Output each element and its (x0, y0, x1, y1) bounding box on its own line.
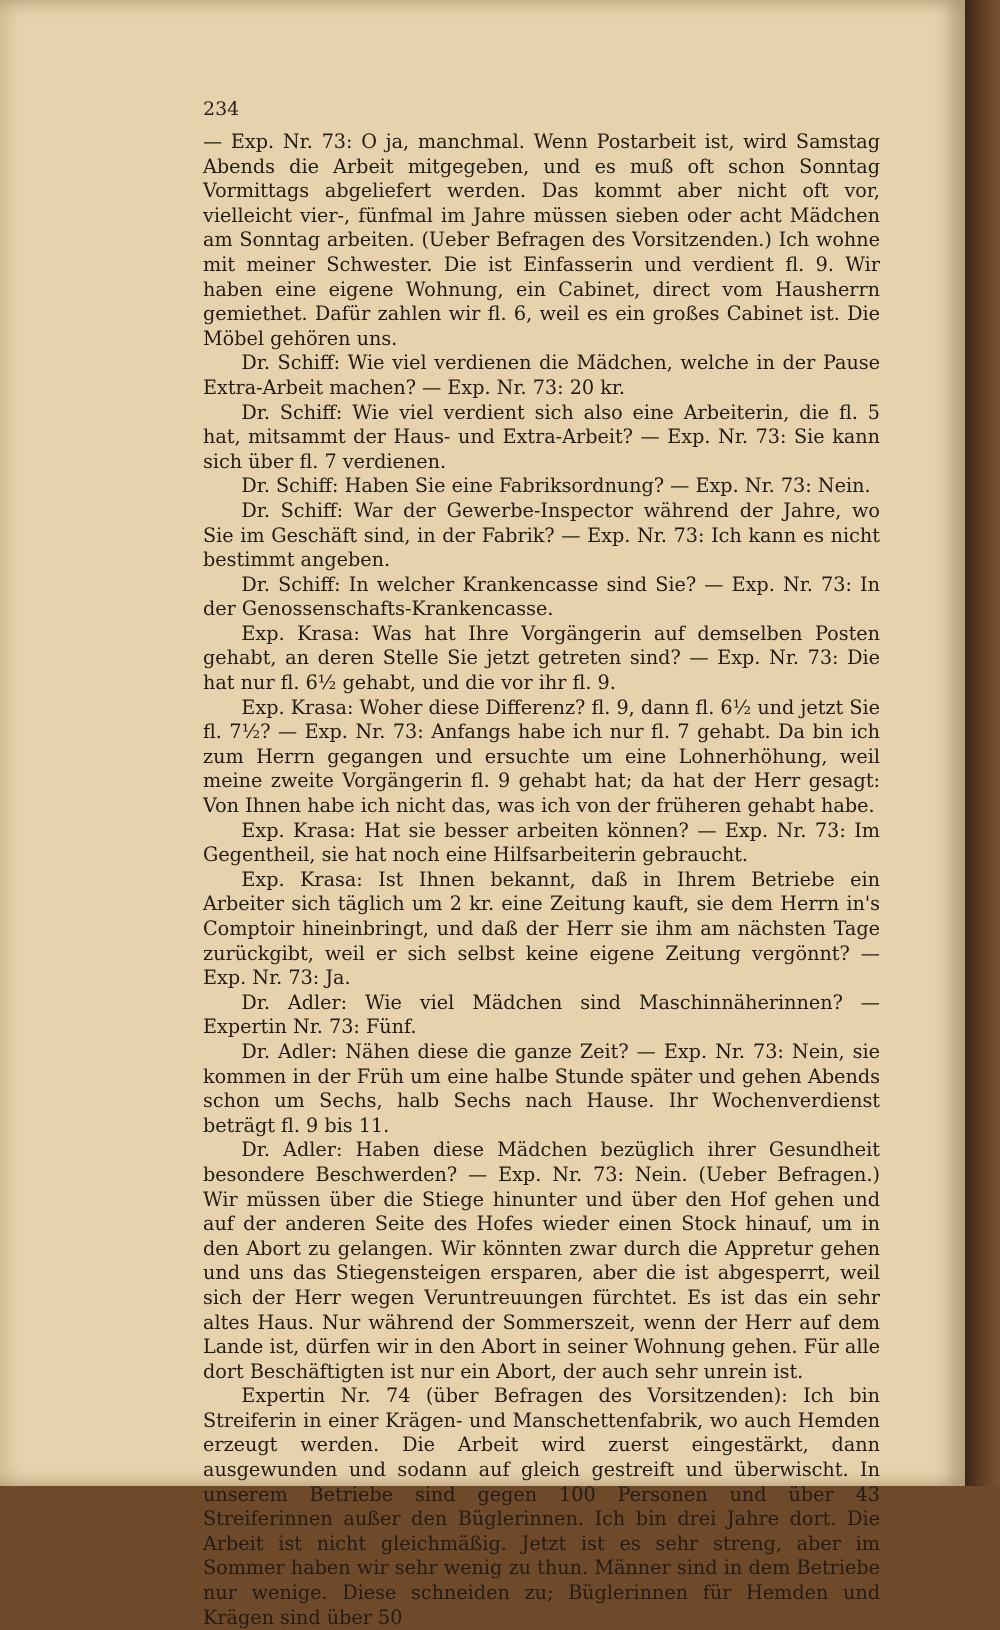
book-spine (965, 0, 1000, 1486)
paragraph: Dr. Schiff: In welcher Krankencasse sind Sie? — Exp. Nr. 73: In der Genossenschafts-Krankencasse. (203, 572, 880, 621)
page-number: 234 (203, 98, 240, 120)
paragraph: Dr. Schiff: War der Gewerbe-Inspector während der Jahre, wo Sie im Geschäft sind, in der Fabrik? — Exp. Nr. 73: Ich kann es nicht bestimmt angeben. (203, 498, 880, 572)
paragraph: — Exp. Nr. 73: O ja, manchmal. Wenn Postarbeit ist, wird Samstag Abends die Arbeit mitgegeben, und es muß oft schon Sonntag Vormittags abgeliefert werden. Das kommt aber nicht oft vor, vielleicht vier-, fünfmal im Jahre müssen sieben oder acht Mädchen am Sonntag arbeiten. (Ueber Befragen des Vorsitzenden.) Ich wohne mit meiner Schwester. Die ist Einfasserin und verdient fl. 9. Wir haben eine eigene Wohnung, ein Cabinet, direct vom Hausherrn gemiethet. Dafür zahlen wir fl. 6, weil es ein großes Cabinet ist. Die Möbel gehören uns. (203, 130, 880, 350)
paragraph: Exp. Krasa: Was hat Ihre Vorgängerin auf demselben Posten gehabt, an deren Stelle Sie jetzt getreten sind? — Exp. Nr. 73: Die hat nur fl. 6½ gehabt, und die vor ihr fl. 9. (203, 621, 880, 695)
paragraph: Exp. Krasa: Ist Ihnen bekannt, daß in Ihrem Betriebe ein Arbeiter sich täglich um 2 kr. eine Zeitung kauft, sie dem Herrn in's Comptoir hineinbringt, und daß der Herr sie ihm am nächsten Tage zurückgibt, weil er sich selbst keine eigene Zeitung vergönnt? — Exp. Nr. 73: Ja. (203, 867, 880, 990)
paragraph: Dr. Schiff: Haben Sie eine Fabriksordnung? — Exp. Nr. 73: Nein. (241, 474, 871, 498)
paragraph: Dr. Adler: Nähen diese die ganze Zeit? — Exp. Nr. 73: Nein, sie kommen in der Früh um eine halbe Stunde später und gehen Abends schon um Sechs, halb Sechs nach Hause. Ihr Wochenverdienst beträgt fl. 9 bis 11. (203, 1039, 880, 1137)
paragraph: Dr. Schiff: Wie viel verdienen die Mädchen, welche in der Pause Extra-Arbeit machen? — Exp. Nr. 73: 20 kr. (203, 351, 880, 399)
paragraph: Dr. Schiff: Wie viel verdient sich also eine Arbeiterin, die fl. 5 hat, mitsammt der Haus- und Extra-Arbeit? — Exp. Nr. 73: Sie kann sich über fl. 7 verdienen. (203, 400, 880, 473)
paragraph: Expertin Nr. 74 (über Befragen des Vorsitzenden): Ich bin Streiferin in einer Krägen- und Manschettenfabrik, wo auch Hemden erzeugt werden. Die Arbeit wird zuerst eingestärkt, dann ausgewunden und sodann auf gleich gestreift und überwischt. In unserem Betriebe sind gegen 100 Personen und über 43 Streiferinnen außer den Büglerinnen. Ich bin drei Jahre dort. Die Arbeit ist nicht gleichmäßig. Jetzt ist es sehr streng, aber im Sommer haben wir sehr wenig zu thun. Männer sind in dem Betriebe nur wenige. Diese schneiden zu; Büglerinnen für Hemden und Krägen sind über 50 (203, 1384, 880, 1629)
paragraph: Exp. Krasa: Hat sie besser arbeiten können? — Exp. Nr. 73: Im Gegentheil, sie hat noch eine Hilfsarbeiterin gebraucht. (203, 818, 880, 867)
body-text (203, 130, 880, 1630)
paragraph: Exp. Krasa: Woher diese Differenz? fl. 9, dann fl. 6½ und jetzt Sie fl. 7½? — Exp. Nr. 73: Anfangs habe ich nur fl. 7 gehabt. Da bin ich zum Herrn gegangen und ersuchte um eine Lohnerhöhung, weil meine zweite Vorgängerin fl. 9 gehabt hat; da hat der Herr gesagt: Von Ihnen habe ich nicht das, was ich von der früheren gehabt habe. (203, 695, 880, 818)
paragraph: Dr. Adler: Wie viel Mädchen sind Maschinnäherinnen? — Expertin Nr. 73: Fünf. (203, 990, 880, 1039)
paragraph: Dr. Adler: Haben diese Mädchen bezüglich ihrer Gesundheit besondere Beschwerden? — Exp. Nr. 73: Nein. (Ueber Befragen.) Wir müssen über die Stiege hinunter und über den Hof gehen und auf der anderen Seite des Hofes wieder einen Stock hinauf, um in den Abort zu gelangen. Wir könnten zwar durch die Appretur gehen und uns das Stiegensteigen ersparen, aber die ist abgesperrt, weil sich der Herr wegen Veruntreuungen fürchtet. Es ist das ein sehr altes Haus. Nur während der Sommerszeit, wenn der Herr auf dem Lande ist, dürfen wir in den Abort in seiner Wohnung gehen. Für alle dort Beschäftigten ist nur ein Abort, der auch sehr unrein ist. (203, 1138, 880, 1383)
